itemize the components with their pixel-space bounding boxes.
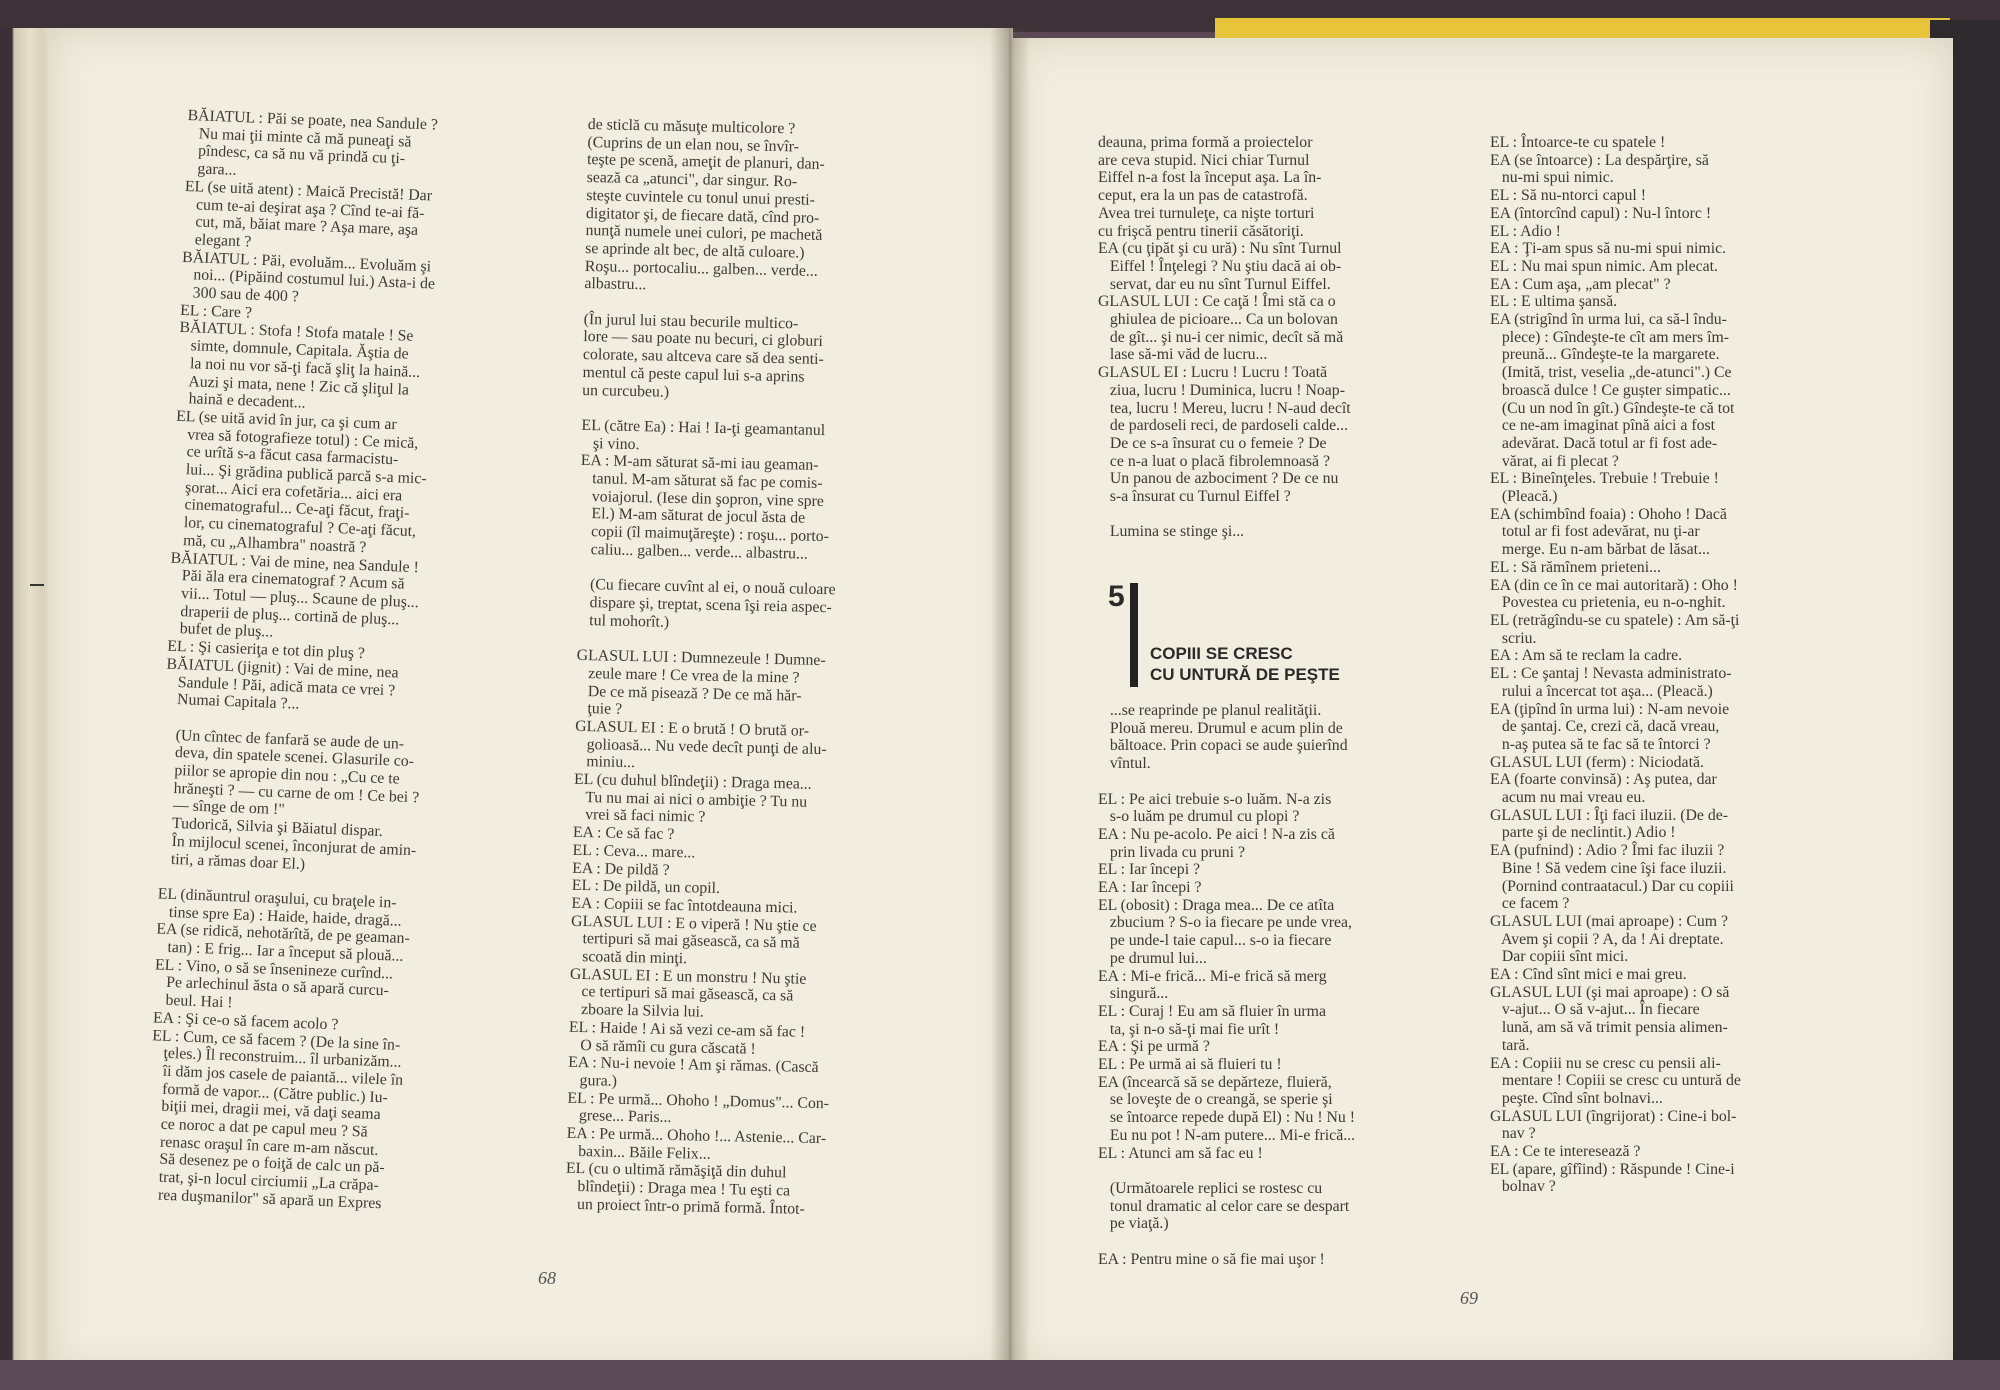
- right-page-column-1-top: deauna, prima formă a proiectelor are ceva stupid. Nici chiar Turnul Eiffel n-a fost la început aşa. La în- ceput, era la un pas de catastrofă. Avea trei turnuleţe, ca nişte torturi cu frişcă pentru tinerii căsătoriţi. EA (cu ţipăt şi cu ură) : Nu sînt Turnul Eiffel ! Înţelegi ? Nu ştiu dacă ai ob- servat, dar eu nu sînt Turnul Eiffel. GLASUL LUI : Ce caţă ! Îmi stă ca o ghiulea de picioare... Ca un bolovan de gît... şi nu-i cer nimic, decît să mă lase să-mi văd de lucru... GLASUL EI : Lucru ! Lucru ! Toată ziua, lucru ! Duminica, lucru ! Noap- tea, lucru ! Mereu, lucru ! N-aud decît de pardoseli reci, de pardoseli calde... De ce s-a însurat cu o femeie ? De ce n-a luat o placă fibrolemnoasă ? Un panou de azbociment ? De ce nu s-a însurat cu Turnul Eiffel ? Lumina se stinge şi...: [1098, 134, 1351, 541]
- chapter-number: 5: [1108, 580, 1125, 613]
- right-page-column-1-bottom: ...se reaprinde pe planul realităţii. Plouă mereu. Drumul e acum plin de băltoace. Prin copaci se aude şuierînd vîntul. EL : Pe aici trebuie s-o luăm. N-a zis s-o luăm pe drumul cu plopi ? EA : Nu pe-acolo. Pe aici ! N-a zis că prin livada cu pruni ? EL : Iar începi ? EA : Iar începi ? EL (obosit) : Draga mea... De ce atîta zbucium ? S-o ia fiecare pe unde vrea, pe unde-l taie capul... s-o ia fiecare pe drumul lui... EA : Mi-e frică... Mi-e frică să merg singură... EL : Curaj ! Eu am să fluier în urma ta, şi n-o să-ţi mai fie urît ! EA : Şi pe urmă ? EL : Pe urmă ai să fluieri tu ! EA (încearcă să se depărteze, fluieră, se loveşte de o creangă, se sperie şi se întoarce repede după El) : Nu ! Nu ! Eu nu pot ! N-am putere... Mi-e frică... EL : Atunci am să fac eu ! (Următoarele replici se rostesc cu tonul dramatic al celor care se despart pe viaţă.) EA : Pentru mine o să fie mai uşor !: [1098, 702, 1356, 1268]
- page-number-left: 68: [538, 1268, 556, 1288]
- page-number-right: 69: [1460, 1288, 1478, 1308]
- book-gutter: [990, 28, 1030, 1373]
- left-page-column-1: BĂIATUL : Păi se poate, nea Sandule ? Nu mai ţii minte că mă puneaţi să pîndesc, ca să nu vă prindă cu ţi- gara... EL (se uită atent) : Maică Precistă! Dar cum te-ai deşirat aşa ? Cînd te-ai fă- cut, mă, băiat mare ? Aşa mare, aşa elegant ? BĂIATUL : Păi, evoluăm... Evoluăm şi noi... (Pipăind costumul lui.) Asta-i de 300 sau de 400 ? EL : Care ? BĂIATUL : Stofa ! Stofa matale ! Se simte, domnule, Capitala. Ăştia de la noi nu vor să-ţi facă şliţ la haină... Auzi şi mata, nene ! Zic că şliţul la haină e decadent... EL (se uită avid în jur, ca şi cum ar vrea să fotografieze totul) : Ce mică, ce urîtă s-a făcut casa farmacistu- lui... Şi grădina publică parcă s-a mic- şorat... Aici era cofetăria... aici era cinematograful... Ce-aţi făcut, fraţi- lor, cu cinematograful ? Ce-aţi făcut, mă, cu „Alhambra" noastră ? BĂIATUL : Vai de mine, nea Sandule ! Păi ăla era cinematograf ? Acum să vii... Totul — pluş... Scaune de pluş... draperii de pluş... cortină de pluş... bufet de pluş... EL : Şi casieriţa e tot din pluş ? BĂIATUL (jignit) : Vai de mine, nea Sandule ! Păi, adică mata ce vrei ? Numai Capitala ?... (Un cîntec de fanfară se aude de un- deva, din spatele scenei. Glasurile co- piilor se apropie din nou : „Cu ce te hrăneşti ? — cu carne de om ! Ce bei ? — sînge de om !" Tudorică, Silvia şi Băiatul dispar. În mijlocul scenei, înconjurat de amin- tiri, a rămas doar El.) EL (dinăuntrul oraşului, cu braţele in- tinse spre Ea) : Haide, haide, dragă... EA (se ridică, nehotărîtă, de pe geaman- tan) : E frig... Iar a început să plouă... EL : Vino, o să se însenineze curînd... Pe arlechinul ăsta o să apară curcu- beul. Hai ! EA : Şi ce-o să facem acolo ? EL : Cum, ce să facem ? (De la sine în- ţeles.) Îl reconstruim... îl urbanizăm... îi dăm jos casele de paiantă... vilele în formă de vapor... (Către public.) Iu- biţii mei, dragii mei, vă daţi seama ce noroc a dat pe capul meu ? Să renasc oraşul în care m-am născut. Să desenez pe o foiţă de calc un pă- trat, şi-n locul circiumii „La crăpa- rea duşmanilor" să apară un Expres: [145, 107, 439, 1213]
- chapter-bar: [1130, 583, 1138, 687]
- left-page-column-2: de sticlă cu măsuţe multicolore ? (Cuprins de un elan nou, se învîr- teşte pe scenă, ameţit de planuri, dan- sează ca „atunci", dar singur. Ro- steşte cuvintele cu tonul unui presti- digitator şi, de fiecare dată, cînd pro- nunţă numele unei culori, pe machetă se aprinde alt bec, de altă culoare.) Roşu... portocaliu... galben... verde... albastru... (În jurul lui stau becurile multico- lore — sau poate nu becuri, ci globuri colorate, sau altceva care să dea senti- mentul că peste capul lui s-a aprins un curcubeu.) EL (către Ea) : Hai ! Ia-ţi geamantanul şi vino. EA : M-am săturat să-mi iau geaman- tanul. M-am săturat să fac pe comis- voiajorul. (Iese din şopron, vine spre El.) M-am săturat de jocul ăsta de copii (îl maimuţăreşte) : roşu... porto- caliu... galben... verde... albastru... (Cu fiecare cuvînt al ei, o nouă culoare dispare şi, treptat, scena îşi reia aspec- tul mohorît.) GLASUL LUI : Dumnezeule ! Dumne- zeule mare ! Ce vrea de la mine ? De ce mă pisează ? De ce mă hăr- ţuie ? GLASUL EI : E o brută ! O brută or- golioasă... Nu vede decît punţi de alu- miniu... EL (cu duhul blîndeţii) : Draga mea... Tu nu mai ai nici o ambiţie ? Tu nu vrei să faci nimic ? EA : Ce să fac ? EL : Ceva... mare... EA : De pildă ? EL : De pildă, un copil. EA : Copiii se fac întotdeauna mici. GLASUL LUI : E o viperă ! Nu ştie ce tertipuri să mai găsească, ca să mă scoată din minţi. GLASUL EI : E un monstru ! Nu ştie ce tertipuri să mai găsească, ca să zboare la Silvia lui. EL : Haide ! Ai să vezi ce-am să fac ! O să rămîi cu gura căscată ! EA : Nu-i nevoie ! Am şi rămas. (Cască gura.) EL : Pe urmă... Ohoho ! „Domus"... Con- grese... Paris... EA : Pe urmă... Ohoho !... Astenie... Car- baxin... Băile Felix... EL (cu o ultimă rămăşiţă din duhul blîndeţii) : Draga mea ! Tu eşti ca un proiect într-o primă formă. Întot-: [565, 116, 836, 1218]
- margin-mark: [30, 584, 44, 586]
- right-page-column-2: EL : Întoarce-te cu spatele ! EA (se întoarce) : La despărţire, să nu-mi spui nimic. EL : Să nu-ntorci capul ! EA (întorcînd capul) : Nu-l întorc ! EL : Adio ! EA : Ţi-am spus să nu-mi spui nimic. EL : Nu mai spun nimic. Am plecat. EA : Cum aşa, „am plecat" ? EL : E ultima şansă. EA (strigînd în urma lui, ca să-l îndu- plece) : Gîndeşte-te cît am mers îm- preună... Gîndeşte-te la margarete. (Imită, trist, veselia „de-atunci".) Ce broască dulce ! Ce gușter simpatic... (Cu un nod în gît.) Gîndeşte-te că tot ce ne-am imaginat pînă aici a fost adevărat. Dacă totul ar fi fost ade- vărat, ai fi plecat ? EL : Bineînţeles. Trebuie ! Trebuie ! (Pleacă.) EA (schimbînd foaia) : Ohoho ! Dacă totul ar fi fost adevărat, nu ţi-ar merge. Eu n-am bărbat de lăsat... EL : Să rămînem prieteni... EA (din ce în ce mai autoritară) : Oho ! Povestea cu prietenia, eu n-o-nghit. EL (retrăgîndu-se cu spatele) : Am să-ţi scriu. EA : Am să te reclam la cadre. EL : Ce şantaj ! Nevasta administrato- rului a încercat tot aşa... (Pleacă.) EA (ţipînd în urma lui) : N-am nevoie de şantaj. Ce, crezi că, dacă vreau, n-aş putea să te fac să te întorci ? GLASUL LUI (ferm) : Niciodată. EA (foarte convinsă) : Aş putea, dar acum nu mai vreau eu. GLASUL LUI : Îţi faci iluzii. (De de- parte şi de neclintit.) Adio ! EA (pufnind) : Adio ? Îmi fac iluzii ? Bine ! Să vedem cine îşi face iluzii. (Pornind contraatacul.) Dar cu copiii ce facem ? GLASUL LUI (mai aproape) : Cum ? Avem şi copii ? A, da ! Ai dreptate. Dar copiii sînt mici. EA : Cînd sînt mici e mai greu. GLASUL LUI (şi mai aproape) : O să v-ajut... O să v-ajut... În fiecare lună, am să vă trimit pensia alimen- tară. EA : Copiii nu se cresc cu pensii ali- mentare ! Copiii se cresc cu untură de peşte. Cînd sînt bolnavi... GLASUL LUI (îngrijorat) : Cine-i bol- nav ? EA : Ce te interesează ? EL (apare, gîfîind) : Răspunde ! Cine-i bolnav ?: [1490, 134, 1741, 1196]
- scan-background-bottom: [0, 1360, 2000, 1390]
- chapter-title: COPIII SE CRESC CU UNTURĂ DE PEŞTE: [1150, 644, 1340, 684]
